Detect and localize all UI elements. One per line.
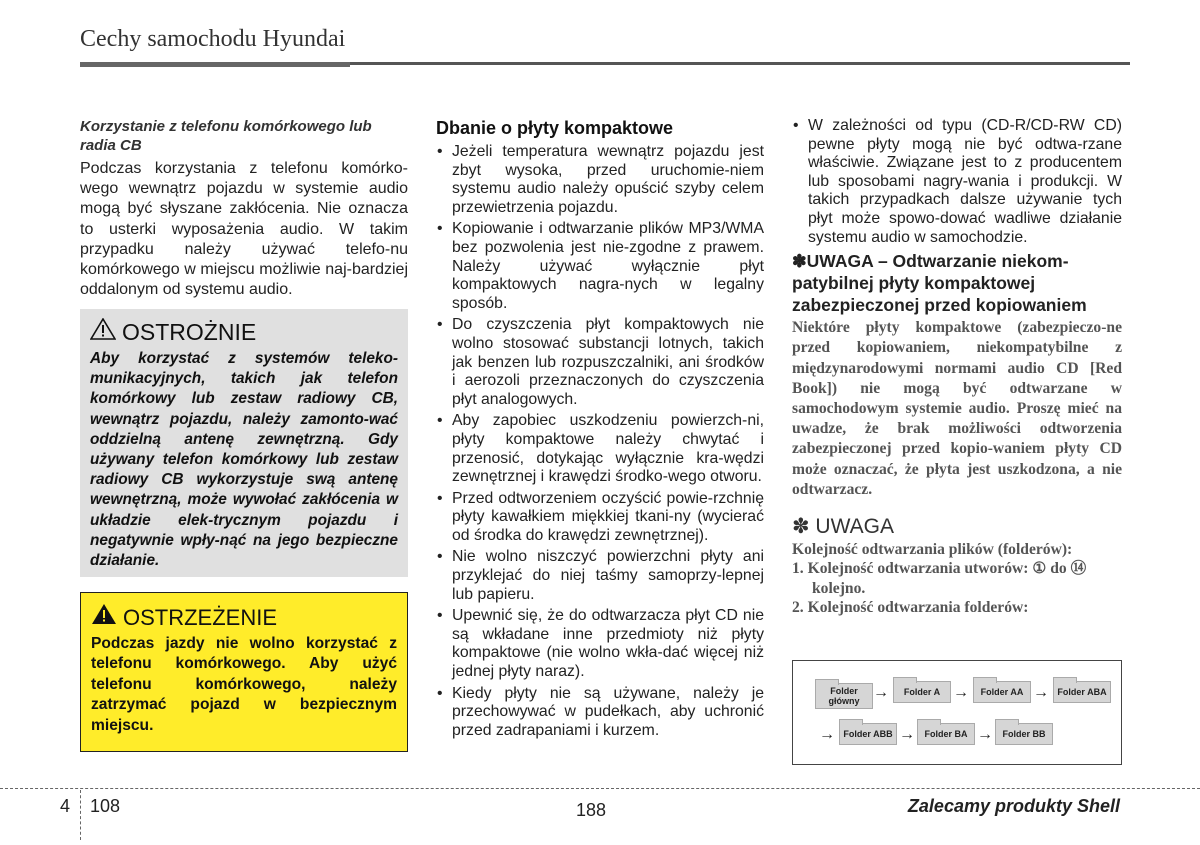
folder-icon: Folder ABB [839, 723, 897, 745]
footer-sheet-number: 188 [576, 800, 607, 820]
column-left [80, 117, 408, 300]
footer-divider [0, 788, 1200, 789]
caution-body: Aby korzystać z systemów teleko-munikacyjnych, takich jak telefon komórkowy lub zestaw radiowy CB, wewnątrz pojazdu, należy zamonto-wać oddzielną antenę zewnętrzną. Gdy używany telefon komórkowy lub zestaw radiowy CB wykorzystuje swą antenę wewnętrzną, może wywołać zakłócenia w układzie elek-trycznym pojazdu i negatywnie wpły-nąć na jego bezpieczne działanie. [90, 350, 398, 570]
arrow-right-icon: → [977, 726, 993, 743]
list-item: • Kiedy płyty nie są używane, należy je przechowywać w pudełkach, aby uchronić przed zadrapaniami i kurzem. [436, 685, 764, 741]
folder-icon: Folder BB [995, 723, 1053, 745]
folder-icon: Folder AA [973, 681, 1031, 703]
arrow-right-icon: → [819, 726, 835, 743]
note-body-copy-protected: Niektóre płyty kompaktowe (zabezpieczo-ne przed kopiowaniem, niekompatybilne z międzynarodowymi normami audio CD [Red Book]) nie mogą być odtwarzane w samochodowym systemie audio. Proszę mieć na uwadze, że brak możliwości odtworzenia zabezpieczonej przed kopio-waniem płyty CD może oznaczać, że płyta jest uszkodzona, a nie odtwarzacz. [792, 319, 1122, 498]
arrow-right-icon: → [1033, 684, 1049, 701]
list-item: • Upewnić się, że do odtwarzacza płyt CD nie są wkładane inne przedmioty niż płyty kompaktowe (nie wolno wkła-dać więcej niż jednej płyty naraz). [436, 607, 764, 681]
warning-box [80, 592, 408, 752]
caution-box [80, 309, 408, 577]
warning-body: Podczas jazdy nie wolno korzystać z telefonu komórkowego. Aby użyć telefonu komórkowego, należy zatrzymać pojazd w bezpiecznym miejscu. [91, 635, 397, 734]
warning-triangle-icon [90, 317, 116, 347]
footer-chapter-number: 4 [60, 796, 71, 816]
page-header-title: Cechy samochodu Hyundai [80, 26, 346, 52]
column-right [792, 117, 1122, 618]
list-item: • Przed odtworzeniem oczyścić powie-rzchnię płyty kawałkiem miękkiej tkani-ny (wycierać od środka do krawędzi zewnętrznej). [436, 490, 764, 546]
arrow-right-icon: → [953, 684, 969, 701]
footer-brand-text: Zalecamy produkty Shell [907, 796, 1120, 816]
list-item: • W zależności od typu (CD-R/CD-RW CD) pewne płyty mogą nie być odtwa-rzane właściwie. Związane jest to z producentem lub sposobami nagry-wania i produkcji. W takich przypadkach dalsze używanie tych płyt może spowo-dować wadliwe działanie systemu audio w samochodzie. [792, 117, 1122, 247]
header-rule [80, 62, 1130, 65]
arrow-right-icon: → [873, 684, 889, 701]
column-middle [436, 117, 764, 743]
folder-icon: Folder główny [815, 683, 873, 709]
arrow-right-icon: → [899, 726, 915, 743]
footer-page-number: 108 [90, 796, 121, 816]
list-item: • Aby zapobiec uszkodzeniu powierzch-ni, płyty kompaktowe należy chwytać i przenosić, dotykając wyłącznie kra-wędzi zewnętrznej i krawędzi środko-wego otworu. [436, 412, 764, 486]
note-title-copy-protected: ✽UWAGA – Odtwarzanie niekom-patybilnej płyty kompaktowej zabezpieczonej przed kopiowaniem [792, 251, 1087, 316]
warning-heading [91, 603, 397, 632]
cd-care-title: Dbanie o płyty kompaktowe [436, 118, 674, 138]
folder-icon: Folder A [893, 681, 951, 703]
section-body-phone: Podczas korzystania z telefonu komórko-wego wewnątrz pojazdu w systemie audio mogą być słyszane zakłócenia. Nie oznacza to usterki wyposażenia audio. W takim przypadku należy używać telefo-nu komórkowego w miejscu możliwie naj-bardziej oddalonym od systemu audio. [80, 160, 408, 299]
folder-icon: Folder ABA [1053, 681, 1111, 703]
section-subtitle-phone: Korzystanie z telefonu komórkowego lub radia CB [80, 118, 372, 154]
caution-title: OSTROŻNIE [122, 319, 257, 345]
list-item: • Jeżeli temperatura wewnątrz pojazdu jest zbyt wysoka, przed uruchomie-niem systemu audio należy opuścić szyby celem przewietrzenia pojazdu. [436, 143, 764, 217]
note-title-playback-order: ✽ UWAGA [792, 514, 894, 538]
list-item: • Do czyszczenia płyt kompaktowych nie wolno stosować substancji lotnych, takich jak benzen lub rozpuszczalniki, ani środków i aerozoli przeznaczonych do czyszczenia płyt analogowych. [436, 316, 764, 409]
warning-title: OSTRZEŻENIE [123, 604, 278, 630]
playback-order-item-1: 1. Kolejność odtwarzania utworów: ① do ⑭ kolejno. [792, 560, 1087, 597]
footer-vertical-divider [80, 790, 81, 840]
cd-care-list [436, 143, 764, 740]
playback-order-heading: Kolejność odtwarzania plików (folderów): [792, 540, 1073, 558]
folder-order-diagram [792, 660, 1122, 765]
warning-filled-triangle-icon [91, 603, 117, 632]
caution-heading [90, 317, 398, 347]
cd-type-list [792, 117, 1122, 247]
folder-icon: Folder BA [917, 723, 975, 745]
list-item: • Kopiowanie i odtwarzanie plików MP3/WMA bez pozwolenia jest nie-zgodne z prawem. Należy używać wyłącznie płyt kompaktowych nagra-nych w legalny sposób. [436, 220, 764, 313]
playback-order-item-2: 2. Kolejność odtwarzania folderów: [792, 599, 1029, 617]
list-item: • Nie wolno niszczyć powierzchni płyty ani przyklejać do niej taśmy samoprzy-lepnej lub papieru. [436, 548, 764, 604]
